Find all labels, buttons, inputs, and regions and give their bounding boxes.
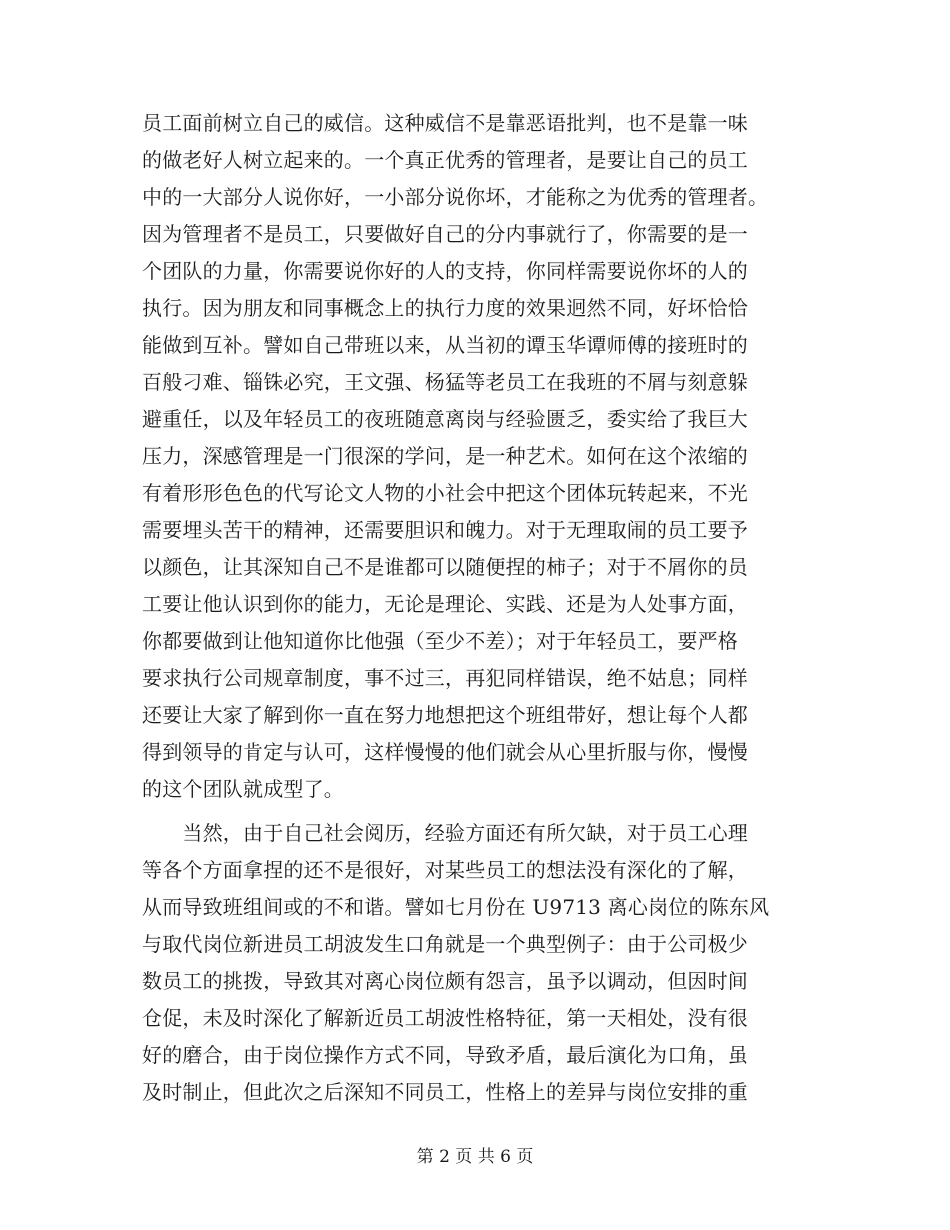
text-line: 等各个方面拿捏的还不是很好，对某些员工的想法没有深化的了解， (142, 858, 748, 882)
text-line: 得到领导的肯定与认可，这样慢慢的他们就会从心里折服与你，慢慢 (142, 740, 748, 764)
text-line: 执行。因为朋友和同事概念上的执行力度的效果迥然不同，好坏恰恰 (142, 296, 748, 320)
text-line: 仓促，未及时深化了解新近员工胡波性格特征，第一天相处，没有很 (142, 1006, 748, 1030)
text-line: 个团队的力量，你需要说你好的人的支持，你同样需要说你坏的人的 (142, 259, 748, 283)
text-line: 与取代岗位新进员工胡波发生口角就是一个典型例子：由于公司极少 (142, 932, 748, 956)
text-line: 需要埋头苦干的精神，还需要胆识和魄力。对于无理取闹的员工要予 (142, 518, 748, 542)
text-line: 当然，由于自己社会阅历，经验方面还有所欠缺，对于员工心理 (142, 821, 748, 845)
text-line: 及时制止，但此次之后深知不同员工，性格上的差异与岗位安排的重 (142, 1080, 748, 1104)
text-line: 你都要做到让他知道你比他强（至少不差）；对于年轻员工，要严格 (142, 629, 738, 653)
body-text (142, 105, 842, 1111)
text-line: 要求执行公司规章制度，事不过三，再犯同样错误，绝不姑息；同样 (142, 666, 748, 690)
text-line: 员工面前树立自己的威信。这种威信不是靠恶语批判，也不是靠一味 (142, 111, 748, 135)
text-line: 能做到互补。譬如自己带班以来，从当初的谭玉华谭师傅的接班时的 (142, 333, 748, 357)
text-line: 好的磨合，由于岗位操作方式不同，导致矛盾，最后演化为口角，虽 (142, 1043, 748, 1067)
text-line: 数员工的挑拨，导致其对离心岗位颇有怨言，虽予以调动，但因时间 (142, 969, 748, 993)
text-line: 避重任，以及年轻员工的夜班随意离岗与经验匮乏，委实给了我巨大 (142, 407, 748, 431)
page-footer: 第 2 页 共 6 页 (416, 1147, 534, 1167)
text-line: 有着形形色色的代写论文人物的小社会中把这个团体玩转起来，不光 (142, 481, 748, 505)
text-line: 百般刁难、锱铢必究，王文强、杨猛等老员工在我班的不屑与刻意躲 (142, 370, 748, 394)
text-line: 从而导致班组间或的不和谐。譬如七月份在 U9713 离心岗位的陈东风 (142, 895, 770, 919)
text-line: 工要让他认识到你的能力，无论是理论、实践、还是为人处事方面， (142, 592, 748, 616)
text-line: 中的一大部分人说你好，一小部分说你坏，才能称之为优秀的管理者。 (142, 185, 769, 209)
text-line: 因为管理者不是员工，只要做好自己的分内事就行了，你需要的是一 (142, 222, 748, 246)
text-line: 以颜色，让其深知自己不是谁都可以随便捏的柿子；对于不屑你的员 (142, 555, 748, 579)
text-line: 压力，深感管理是一门很深的学问，是一种艺术。如何在这个浓缩的 (142, 444, 748, 468)
text-line: 的做老好人树立起来的。一个真正优秀的管理者，是要让自己的员工 (142, 148, 748, 172)
text-line: 的这个团队就成型了。 (142, 777, 344, 801)
paragraph-gap (142, 808, 842, 815)
text-line: 还要让大家了解到你一直在努力地想把这个班组带好，想让每个人都 (142, 703, 748, 727)
